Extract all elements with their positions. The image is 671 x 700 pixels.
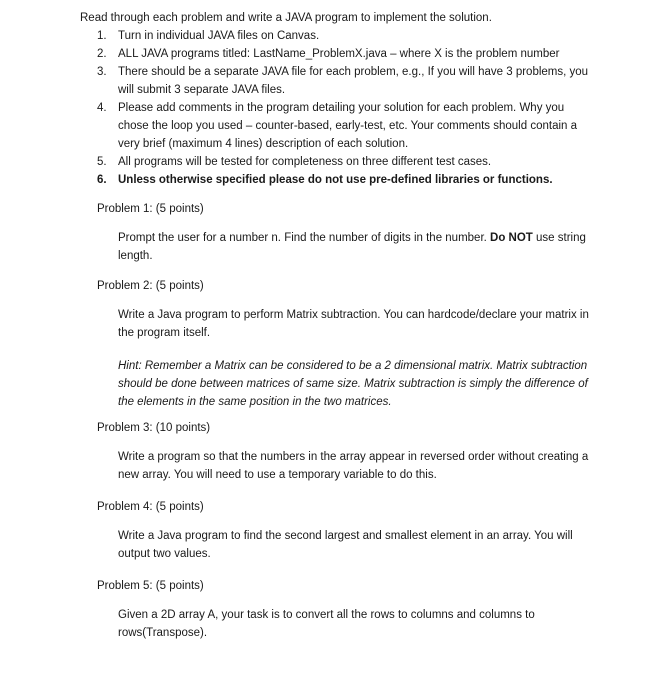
problem-text: Prompt the user for a number n. Find the number of digits in the number. [118,232,491,244]
instruction-item [97,153,597,171]
instruction-text: All programs will be tested for completeness on three different test cases. [118,156,492,168]
problem-description [97,229,598,265]
problem-description: Given a 2D array A, your task is to convert all the rows to columns and columns to rows(Transpose). [118,609,535,639]
problem-description: Write a Java program to perform Matrix subtraction. You can hardcode/declare your matrix in the program itself. [118,309,589,339]
instruction-number: 4. [97,102,107,114]
problem-heading: Problem 1: (5 points) [97,203,204,215]
problem-2 [97,277,617,411]
instruction-item [97,171,597,189]
instruction-number: 6. [97,174,107,186]
problem-description: Write a program so that the numbers in the array appear in reversed order without creating a new array. You will need to use a temporary variable to do this. [118,451,589,481]
instruction-item [97,45,597,63]
problem-heading: Problem 2: (5 points) [97,280,204,292]
instruction-text: Please add comments in the program detailing your solution for each problem. Why you chose the loop you used – counter-based, early-test, etc. Your comments should contain a very brief (maximum 4 lines) description of each solution. [118,102,578,150]
instruction-number: 3. [97,66,107,78]
instruction-text: ALL JAVA programs titled: LastName_ProblemX.java – where X is the problem number [118,48,560,60]
instruction-number: 5. [97,156,107,168]
instruction-number: 2. [97,48,107,60]
instruction-text: There should be a separate JAVA file for each problem, e.g., If you will have 3 problems, you will submit 3 separate JAVA files. [118,66,589,96]
instruction-item [97,63,597,99]
problem-4 [97,498,617,563]
instruction-item [97,99,597,153]
problem-text: use string length. [118,232,586,262]
emphasis-text: Do NOT [490,232,533,244]
problem-description: Write a Java program to find the second largest and smallest element in an array. You will output two values. [118,530,573,560]
instruction-text: Unless otherwise specified please do not use pre-defined libraries or functions. [118,174,553,186]
instruction-number: 1. [97,30,107,42]
problem-heading: Problem 4: (5 points) [97,501,204,513]
instruction-list [97,27,597,189]
problem-1 [97,200,617,265]
hint-text: Hint: Remember a Matrix can be considered to be a 2 dimensional matrix. Matrix subtraction should be done between matrices of same size. Matrix subtraction is simply the difference of the elements in the same position in the two matrices. [118,360,588,408]
problem-5 [97,577,617,642]
intro-text: Read through each problem and write a JAVA program to implement the solution. [80,12,492,24]
problem-heading: Problem 5: (5 points) [97,580,204,592]
problem-3 [97,419,617,484]
instruction-text: Turn in individual JAVA files on Canvas. [118,30,320,42]
problem-heading: Problem 3: (10 points) [97,422,211,434]
instruction-item [97,27,597,45]
